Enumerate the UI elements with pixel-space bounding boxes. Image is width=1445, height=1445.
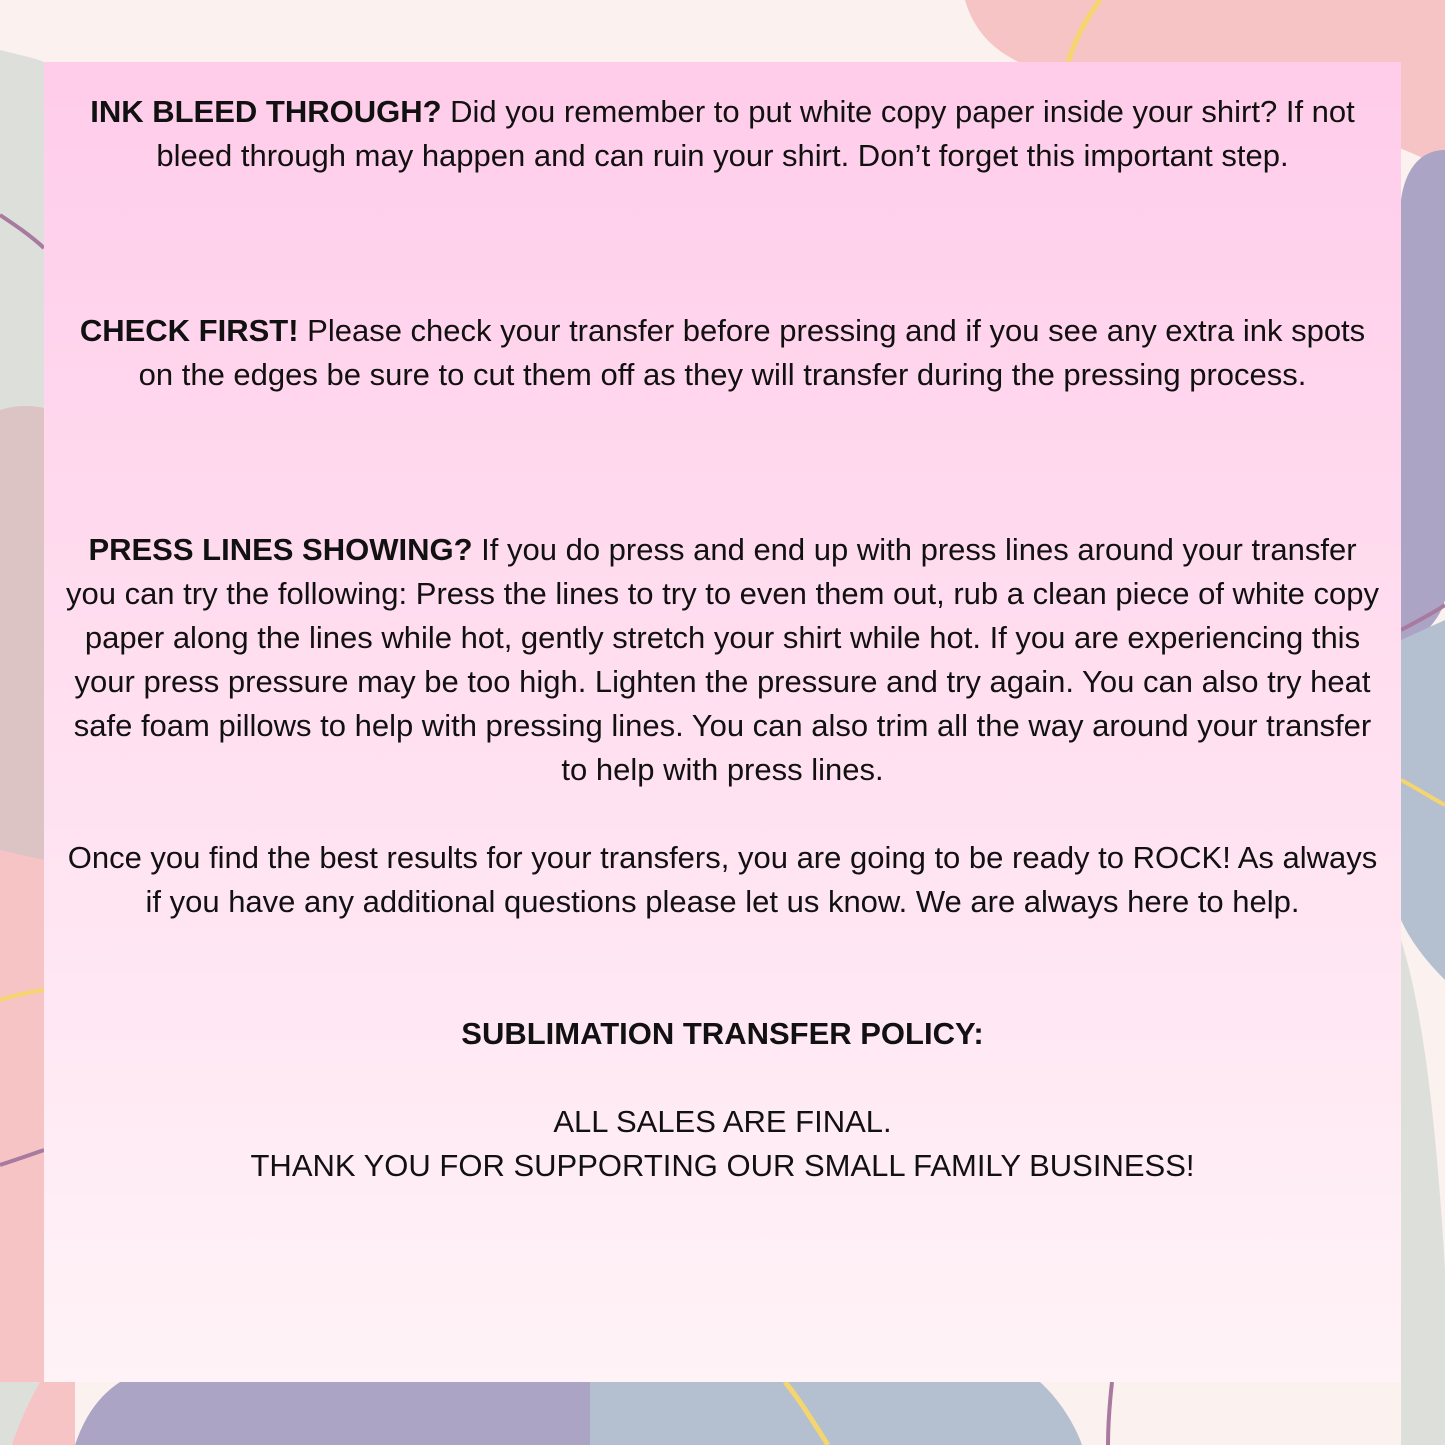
background-blob-sage-right bbox=[1401, 940, 1445, 1445]
background-blob-lavender-right bbox=[1401, 150, 1445, 650]
check-first-heading: CHECK FIRST! bbox=[79, 313, 299, 348]
ink-bleed-paragraph bbox=[62, 90, 1383, 178]
background-blob-lavender-bottom bbox=[75, 1382, 590, 1445]
press-lines-heading: PRESS LINES SHOWING? bbox=[88, 532, 473, 567]
policy-title: SUBLIMATION TRANSFER POLICY: bbox=[461, 1016, 984, 1051]
background-blob-mauve-left bbox=[0, 406, 44, 860]
closing-paragraph: Once you find the best results for your transfers, you are going to be ready to ROCK! As always if you have any additional questions please let us know. We are always here to help. bbox=[67, 840, 1378, 919]
ink-bleed-heading: INK BLEED THROUGH? bbox=[90, 94, 442, 129]
check-first-paragraph bbox=[62, 309, 1383, 397]
ink-bleed-body: Did you remember to put white copy paper inside your shirt? If not bleed through may happen and can ruin your shirt. Don’t forget this important step. bbox=[156, 94, 1355, 173]
policy-thank-you: THANK YOU FOR SUPPORTING OUR SMALL FAMILY BUSINESS! bbox=[250, 1148, 1195, 1183]
background-blob-blue-bottom bbox=[590, 1382, 1082, 1445]
press-lines-body: If you do press and end up with press lines around your transfer you can try the following: Press the lines to try to even them out, rub a clean piece of white copy paper along the lines while hot, gently stretch your shirt while hot. If you are experiencing this your press pressure may be too high. Lighten the pressure and try again. You can also try heat safe foam pillows to help with pressing lines. You can also trim all the way around your transfer to help with press lines. bbox=[65, 532, 1380, 787]
press-lines-paragraph bbox=[62, 528, 1383, 792]
info-card bbox=[44, 62, 1401, 1382]
check-first-body: Please check your transfer before pressing and if you see any extra ink spots on the edges be sure to cut them off as they will transfer during the pressing process. bbox=[138, 313, 1366, 392]
background-line-purple-bottom bbox=[1108, 1382, 1112, 1445]
policy-final-sales: ALL SALES ARE FINAL. bbox=[553, 1104, 892, 1139]
background-blob-pink-left bbox=[0, 850, 44, 1382]
